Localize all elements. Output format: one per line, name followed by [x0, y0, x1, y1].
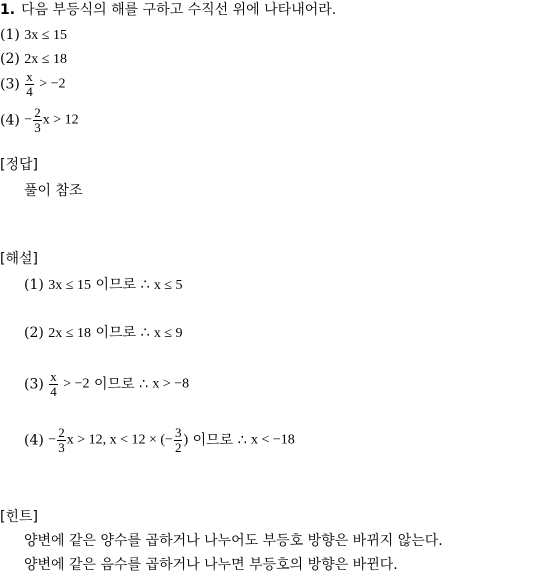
item-label: (4)	[24, 432, 44, 449]
fraction-numerator: x	[26, 69, 33, 84]
solution-item-2	[24, 324, 183, 343]
item-expr: > −2	[39, 76, 66, 92]
fraction	[49, 370, 58, 399]
closing-paren: )	[183, 432, 189, 448]
solution-item-4	[24, 426, 295, 455]
minus-sign: −	[48, 432, 57, 448]
item-expr: 3x ≤ 15	[48, 278, 91, 293]
item-expr: > −2	[63, 376, 90, 392]
question-item-3	[0, 70, 66, 99]
item-expr: x > 12	[42, 112, 79, 128]
question-item-4	[0, 106, 79, 135]
fraction-numerator: 2	[34, 105, 41, 120]
fraction-numerator: 2	[58, 425, 65, 440]
therefore-connector: 이므로 ∴	[94, 376, 148, 393]
fraction	[174, 426, 183, 455]
fraction	[33, 106, 42, 135]
item-label: (1)	[0, 27, 20, 43]
item-result: x ≤ 5	[153, 278, 183, 293]
fraction-denominator: 3	[34, 120, 41, 135]
fraction	[57, 426, 66, 455]
fraction-denominator: 4	[50, 384, 57, 399]
question-item-2	[0, 50, 67, 69]
fraction-numerator: 3	[174, 425, 182, 440]
item-result: x ≤ 9	[153, 326, 183, 341]
fraction-denominator: 3	[58, 440, 65, 455]
item-label: (3)	[0, 76, 20, 93]
fraction-numerator: x	[50, 369, 57, 384]
item-label: (4)	[0, 112, 20, 129]
fraction-denominator: 4	[26, 84, 33, 99]
item-label: (2)	[0, 51, 20, 67]
item-label: (3)	[24, 376, 44, 393]
minus-sign: −	[24, 112, 33, 128]
hint-line-2: 양변에 같은 음수를 곱하거나 나누면 부등호의 방향은 바뀐다.	[24, 557, 398, 573]
hint-line-1: 양변에 같은 양수를 곱하거나 나누어도 부등호 방향은 바뀌지 않는다.	[24, 533, 443, 549]
fraction-denominator: 2	[174, 440, 182, 455]
item-result: x < −18	[250, 432, 295, 448]
item-expr: 2x ≤ 18	[48, 326, 91, 341]
therefore-connector: 이므로 ∴	[192, 432, 247, 449]
question-title	[0, 1, 336, 19]
therefore-connector: 이므로 ∴	[95, 325, 150, 341]
item-expr: 2x ≤ 18	[24, 52, 67, 67]
fraction	[25, 70, 34, 99]
question-number: 1.	[0, 2, 16, 18]
therefore-connector: 이므로 ∴	[95, 277, 150, 293]
solution-heading: [해설]	[0, 251, 38, 267]
solution-item-1	[24, 276, 183, 295]
item-expr: x > 12, x < 12 × (−	[66, 432, 173, 448]
solution-item-3	[24, 370, 189, 399]
item-label: (2)	[24, 325, 44, 341]
item-label: (1)	[24, 277, 44, 293]
hint-heading: [힌트]	[0, 509, 38, 525]
question-text: 다음 부등식의 해를 구하고 수직선 위에 나타내어라.	[21, 2, 337, 18]
item-expr: 3x ≤ 15	[24, 28, 67, 43]
question-item-1	[0, 26, 67, 45]
answer-heading: [정답]	[0, 157, 38, 173]
item-result: x > −8	[152, 376, 190, 392]
answer-text: 풀이 참조	[24, 183, 83, 199]
